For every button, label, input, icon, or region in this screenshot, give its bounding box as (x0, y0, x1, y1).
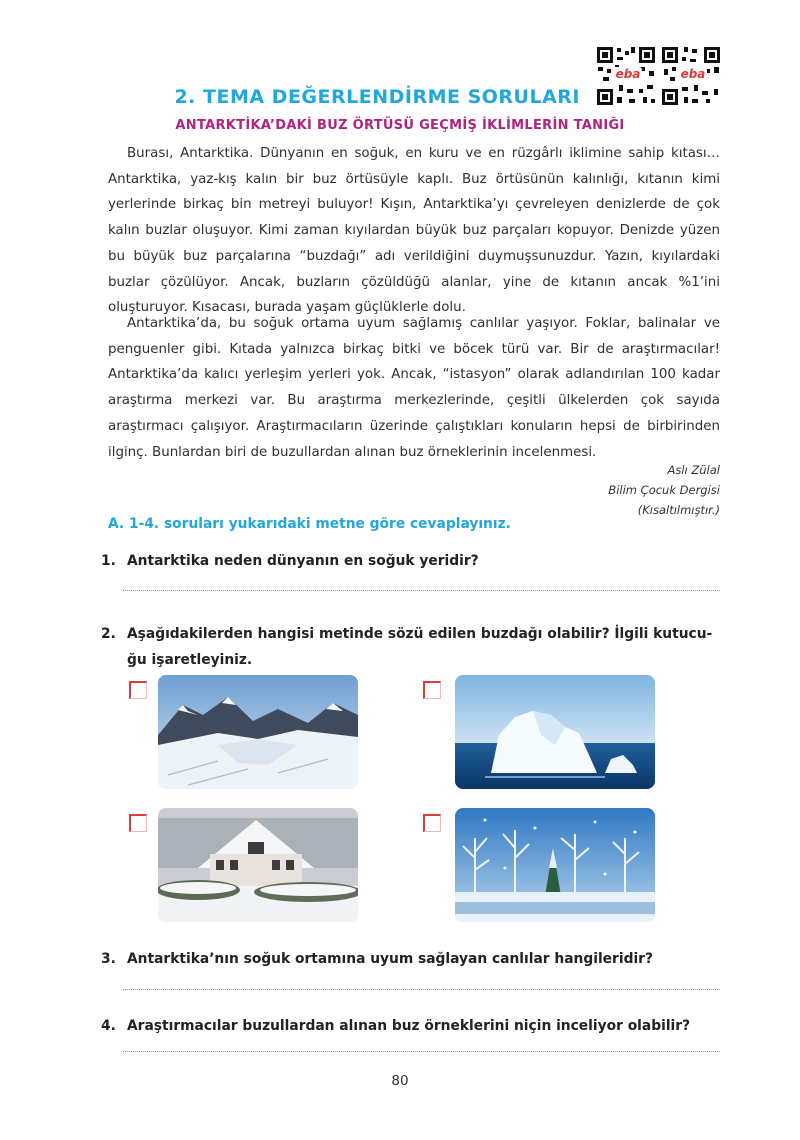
question-2 (101, 621, 726, 673)
qr-code-2[interactable] (660, 45, 722, 107)
question-text-continued: ğu işaretleyiniz. (127, 652, 253, 668)
question-number: 4. (101, 1018, 116, 1034)
eba-logo: eba (680, 67, 706, 81)
option-1-checkbox[interactable] (129, 681, 147, 699)
qr-code-1[interactable] (595, 45, 657, 107)
snowy-forest-image (455, 808, 655, 922)
iceberg-image (455, 675, 655, 789)
page-number: 80 (391, 1073, 409, 1089)
question-number: 3. (101, 951, 116, 967)
option-3-checkbox[interactable] (129, 814, 147, 832)
passage-paragraph-1: Burası, Antarktika. Dünyanın en soğuk, en kuru ve en rüzgârlı iklimine sahip kıtası… Antarktika, yaz-kış kalın bir buz örtüsüyle kaplı. Buz örtüsünün kalınlığı, kıtanın kimi yerlerinde birkaç bin metreyi buluyor! Kışın, Antarktika’yı çevreleyen denizlerde de çok kalın buzlar oluşuyor. Kimi zaman kıyılardan büyük buz parçaları kopuyor. Denizde yüzen bu büyük buz parçalarına “buzdağı” adı verildiğini duymuşsunuzdur. Yazın, kıyılardaki buzlar çözülüyor. Ancak, buzların çözüldüğü alanlar, yine de kıtanın ancak %1’ini oluşturuyor. Kısacası, burada yaşam güçlüklerle dolu. (108, 146, 720, 316)
question-text: Antarktika’nın soğuk ortamına uyum sağlayan canlılar hangileridir? (127, 951, 653, 967)
answer-line-4[interactable] (123, 1051, 720, 1052)
answer-line-1[interactable] (123, 590, 720, 591)
option-2-checkbox[interactable] (423, 681, 441, 699)
question-4 (101, 1013, 726, 1039)
answer-line-3[interactable] (123, 989, 720, 990)
text-title: ANTARKTİKA’DAKİ BUZ ÖRTÜSÜ GEÇMİŞ İKLİMLERİN TANIĞI (175, 118, 625, 133)
question-text: Araştırmacılar buzullardan alınan buz örneklerini niçin inceliyor olabilir? (127, 1018, 691, 1034)
question-number: 2. (101, 626, 116, 642)
author-name: Aslı Zülal (667, 463, 720, 477)
question-text: Antarktika neden dünyanın en soğuk yeridir? (127, 553, 479, 569)
eba-logo: eba (615, 67, 641, 81)
question-3 (101, 946, 726, 972)
passage-paragraph-2: Antarktika’da, bu soğuk ortama uyum sağlamış canlılar yaşıyor. Foklar, balinalar ve penguenler gibi. Kıtada yalnızca birkaç bitki ve böcek türü var. Bir de araştırmacılar! Antarktika’da kalıcı yerleşim yerleri yok. Ancak, “istasyon” olarak adlandırılan 100 kadar araştırma merkezi var. Bu araştırma merkezlerinde, çeşitli ülkelerden çok sayıda araştırmacı çalışıyor. Araştırmacıların üzerinde çalıştıkları konuların hepsi de birbirinden ilginç. Bunlardan biri de buzullardan alınan buz örneklerinin incelenmesi. (108, 316, 720, 460)
question-number: 1. (101, 553, 116, 569)
section-a-instruction: A. 1-4. soruları yukarıdaki metne göre cevaplayınız. (108, 516, 511, 532)
question-1 (101, 548, 726, 574)
page-title: 2. TEMA DEĞERLENDİRME SORULARI (174, 86, 580, 108)
source-name: Bilim Çocuk Dergisi (608, 483, 720, 497)
snowy-house-image (158, 808, 358, 922)
abridged-note: (Kısaltılmıştır.) (637, 503, 720, 517)
question-text: Aşağıdakilerden hangisi metinde sözü edilen buzdağı olabilir? İlgili kutucu- (127, 626, 713, 642)
glacier-valley-image (158, 675, 358, 789)
option-4-checkbox[interactable] (423, 814, 441, 832)
attribution (608, 460, 720, 520)
